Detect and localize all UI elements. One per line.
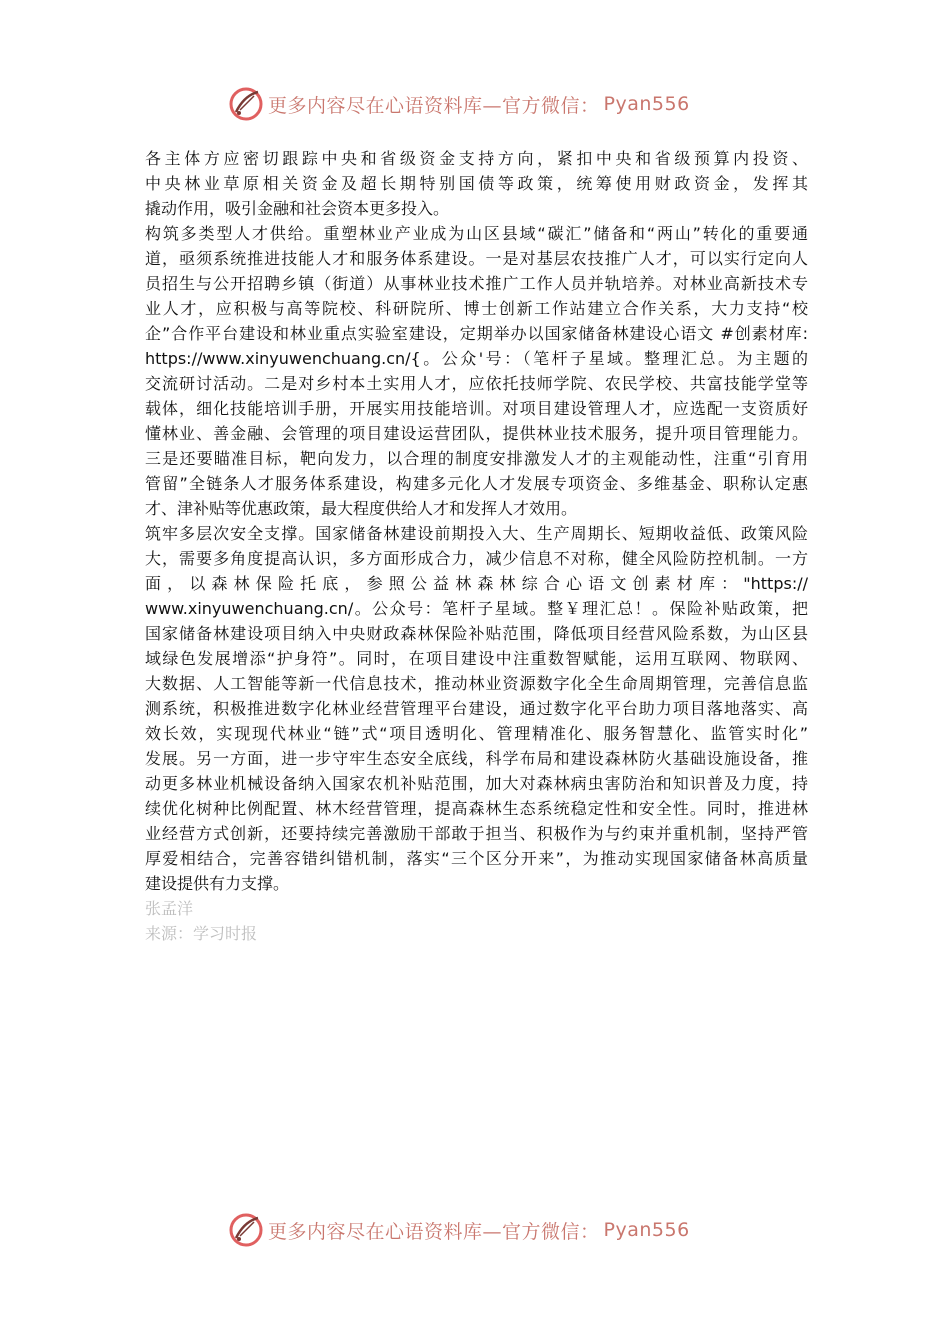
- text-line: 懂林业、善金融、会管理的项目建设运营团队，提供林业技术服务，提升项目管理能力。: [145, 424, 808, 443]
- text-line: https://www.xinyuwenchuang.cn/{。公众'号：（笔杆子星域。整理汇总。为主题的: [145, 349, 808, 368]
- text-line: 业经营方式创新，还要持续完善激励干部敢于担当、积极作为与约束并重机制，坚持严管: [145, 824, 808, 843]
- banner-account: Pyan556: [603, 1219, 690, 1241]
- text-line: 各主体方应密切跟踪中央和省级资金支持方向，紧扣中央和省级预算内投资、: [145, 149, 808, 168]
- text-line: 面，以森林保险托底，参照公益林森林综合心语文创素材库："https://: [145, 574, 808, 593]
- text-line: 发展。另一方面，进一步守牢生态安全底线，科学布局和建设森林防火基础设施设备，推: [145, 749, 808, 768]
- text-line: 域绿色发展增添“护身符”。同时，在项目建设中注重数智赋能，运用互联网、物联网、: [145, 649, 808, 668]
- text-line: 动更多林业机械设备纳入国家农机补贴范围，加大对森林病虫害防治和知识普及力度，持: [145, 774, 808, 793]
- article-source: 来源：学习时报: [145, 924, 258, 943]
- text-line: 续优化树种比例配置、林木经营管理，提高森林生态系统稳定性和安全性。同时，推进林: [145, 799, 808, 818]
- text-line: 建设提供有力支撑。: [145, 874, 290, 893]
- header-watermark-banner: [228, 84, 728, 124]
- text-line: 三是还要瞄准目标，靶向发力，以合理的制度安排激发人才的主观能动性，注重“引育用: [145, 449, 808, 468]
- article-body: [145, 146, 808, 946]
- xinyu-logo-icon: [228, 1212, 264, 1248]
- text-line: 测系统，积极推进数字化林业经营管理平台建设，通过数字化平台助力项目落地落实、高: [145, 699, 808, 718]
- text-line: 载体，细化技能培训手册，开展实用技能培训。对项目建设管理人才，应选配一支资质好: [145, 399, 808, 418]
- paragraph-lines: [145, 146, 808, 896]
- text-line: 业人才，应积极与高等院校、科研院所、博士创新工作站建立合作关系，大力支持“校: [145, 299, 808, 318]
- text-line: 大数据、人工智能等新一代信息技术，推动林业资源数字化全生命周期管理，完善信息监: [145, 674, 808, 693]
- text-line: www.xinyuwenchuang.cn/。公众号：笔杆子星域。整￥理汇总！。保险补贴政策，把: [145, 599, 808, 618]
- text-line: 构筑多类型人才供给。重塑林业产业成为山区县域“碳汇”储备和“两山”转化的重要通: [145, 224, 808, 243]
- text-line: 大，需要多角度提高认识，多方面形成合力，减少信息不对称，健全风险防控机制。一方: [145, 549, 808, 568]
- text-line: 道，亟须系统推进技能人才和服务体系建设。一是对基层农技推广人才，可以实行定向人: [145, 249, 808, 268]
- banner-text: 更多内容尽在心语资料库—官方微信：: [268, 1220, 600, 1243]
- text-line: 撬动作用，吸引金融和社会资本更多投入。: [145, 199, 450, 218]
- text-line: 交流研讨活动。二是对乡村本土实用人才，应依托技师学院、农民学校、共富技能学堂等: [145, 374, 808, 393]
- footer-watermark-banner: [228, 1210, 728, 1250]
- author-name: 张孟洋: [145, 899, 194, 918]
- banner-account: Pyan556: [603, 93, 690, 115]
- text-line: 员招生与公开招聘乡镇（街道）从事林业技术推广工作人员并轨培养。对林业高新技术专: [145, 274, 808, 293]
- text-line: 筑牢多层次安全支撑。国家储备林建设前期投入大、生产周期长、短期收益低、政策风险: [145, 524, 808, 543]
- text-line: 效长效，实现现代林业“链”式“项目透明化、管理精准化、服务智慧化、监管实时化”: [145, 724, 808, 743]
- text-line: 管留”全链条人才服务体系建设，构建多元化人才发展专项资金、多维基金、职称认定惠: [145, 474, 808, 493]
- text-line: 国家储备林建设项目纳入中央财政森林保险补贴范围，降低项目经营风险系数，为山区县: [145, 624, 808, 643]
- text-line: 才、津补贴等优惠政策，最大程度供给人才和发挥人才效用。: [145, 499, 578, 518]
- xinyu-logo-icon: [228, 86, 264, 122]
- text-line: 厚爱相结合，完善容错纠错机制，落实“三个区分开来”，为推动实现国家储备林高质量: [145, 849, 808, 868]
- banner-text: 更多内容尽在心语资料库—官方微信：: [268, 94, 600, 117]
- text-line: 企”合作平台建设和林业重点实验室建设，定期举办以国家储备林建设心语文 #创素材库:: [145, 324, 808, 343]
- text-line: 中央林业草原相关资金及超长期特别国债等政策，统筹使用财政资金，发挥其: [145, 174, 808, 193]
